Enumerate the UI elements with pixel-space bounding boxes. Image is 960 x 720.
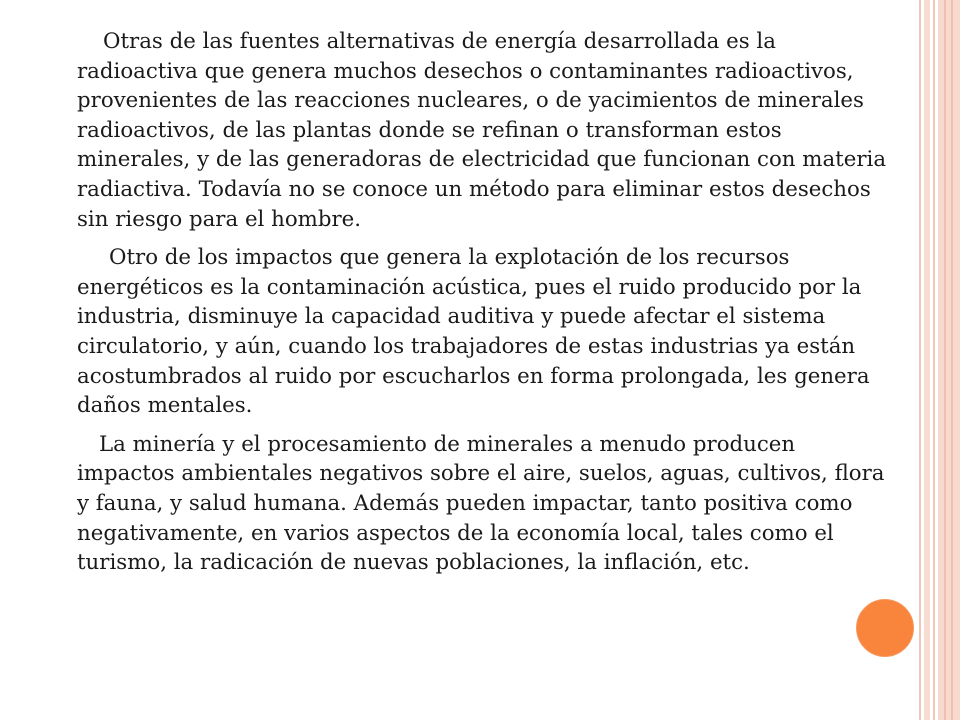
decorative-stripe [919,0,921,720]
decorative-stripe [944,0,946,720]
decorative-stripe [924,0,930,720]
accent-circle-decoration [856,599,914,657]
paragraph-mining-impacts: La minería y el procesamiento de minerales a menudo producen impactos ambientales negativos sobre el aire, suelos, aguas, cultivos, flora y fauna, y salud humana. Además pueden impactar, tanto positiva como negativamente, en varios aspectos de la economía local, tales como el turismo, la radicación de nuevas poblaciones, la inflación, etc. [77,431,885,576]
slide-body [77,27,899,587]
decorative-stripe-band [938,0,960,720]
paragraph-radioactive-energy: Otras de las fuentes alternativas de energía desarrollada es la radioactiva que genera muchos desechos o contaminantes radioactivos, provenientes de las reacciones nucleares, o de yacimientos de minerales radioactivos, de las plantas donde se refinan o transforman estos minerales, y de las generadoras de electricidad que funcionan con materia radiactiva. Todavía no se conoce un método para eliminar estos desechos sin riesgo para el hombre. [77,29,887,232]
decorative-stripe [933,0,935,720]
decorative-stripe [951,0,953,720]
paragraph-acoustic-pollution: Otro de los impactos que genera la explotación de los recursos energéticos es la contaminación acústica, pues el ruido producido por la industria, disminuye la capacidad auditiva y puede afectar el sistema circulatorio, y aún, cuando los trabajadores de estas industrias ya están acostumbrados al ruido por escucharlos en forma prolongada, les genera daños mentales. [77,245,870,419]
